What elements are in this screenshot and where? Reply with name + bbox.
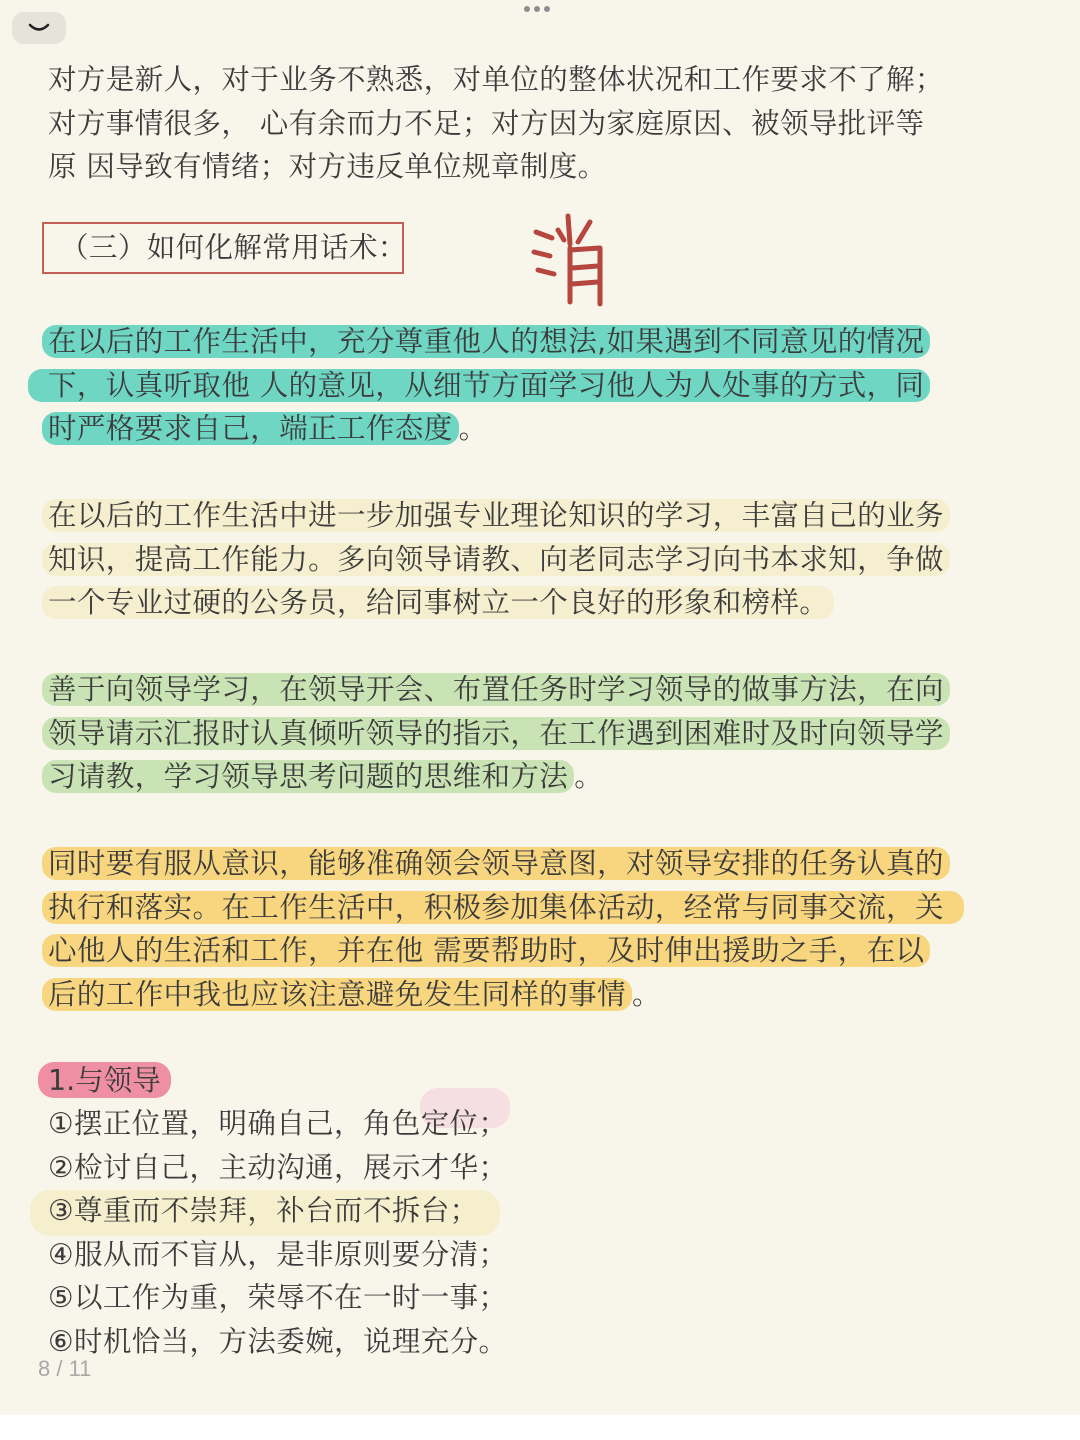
- highlighted-line: 知识，提高工作能力。多向领导请教、向老同志学习向书本求知，争做: [42, 543, 950, 576]
- list-item: ①摆正位置，明确自己，角色定位；: [48, 1107, 508, 1140]
- text-line: 对方是新人，对于业务不熟悉，对单位的整体状况和工作要求不了解；: [48, 63, 944, 96]
- section-heading: （三）如何化解常用话术：: [42, 222, 404, 274]
- list-item: ③尊重而不崇拜，补台而不拆台；: [48, 1194, 479, 1227]
- highlighted-line: 一个专业过硬的公务员，给同事树立一个良好的形象和榜样。: [42, 586, 834, 619]
- highlighted-line: 心他人的生活和工作，并在他 需要帮助时，及时伸出援助之手，在以: [42, 934, 930, 967]
- highlighted-line: 执行和落实。在工作生活中，积极参加集体活动，经常与同事交流，关: [42, 891, 964, 924]
- highlighted-line: 在以后的工作生活中，充分尊重他人的想法,如果遇到不同意见的情况: [42, 325, 930, 358]
- more-options-icon[interactable]: [524, 6, 550, 12]
- highlighted-line: 习请教，学习领导思考问题的思维和方法: [42, 760, 574, 793]
- period: 。: [632, 977, 661, 1011]
- paragraph-green: [48, 668, 1038, 799]
- collapse-button[interactable]: [12, 12, 66, 44]
- highlighted-line: 善于向领导学习，在领导开会、布置任务时学习领导的做事方法，在向: [42, 673, 950, 706]
- section-label: 1.与领导: [38, 1062, 171, 1098]
- highlighted-line: 后的工作中我也应该注意避免发生同样的事情: [42, 978, 632, 1011]
- handwritten-note: [530, 208, 610, 308]
- bottom-strip: [0, 1415, 1080, 1440]
- paragraph-teal: [48, 320, 1038, 451]
- paragraph-yellow: [48, 494, 1038, 625]
- highlighted-line: 同时要有服从意识，能够准确领会领导意图，对领导安排的任务认真的: [42, 847, 950, 880]
- highlighted-line: 领导请示汇报时认真倾听领导的指示，在工作遇到困难时及时向领导学: [42, 717, 950, 750]
- paragraph-orange: [48, 842, 1038, 1016]
- highlighted-line: 时严格要求自己，端正工作态度: [42, 412, 459, 445]
- text-line: 原 因导致有情绪；对方违反单位规章制度。: [48, 150, 607, 183]
- text-line: 对方事情很多， 心有余而力不足；对方因为家庭原因、被领导批评等: [48, 106, 925, 140]
- page-indicator: 8 / 11: [38, 1356, 92, 1381]
- list-item: ⑤以工作为重，荣辱不在一时一事；: [48, 1281, 508, 1314]
- highlighted-line: 下，认真听取他 人的意见，从细节方面学习他人为人处事的方式，同: [28, 369, 930, 402]
- period: 。: [458, 412, 488, 445]
- period: 。: [574, 760, 604, 793]
- guideline-list: [48, 1102, 1038, 1363]
- chevron-down-icon: [28, 22, 50, 34]
- list-item: ②检讨自己，主动沟通，展示才华；: [48, 1150, 508, 1184]
- list-item: ⑥时机恰当，方法委婉，说理充分。: [48, 1324, 508, 1358]
- intro-paragraph: [48, 58, 1038, 189]
- list-item: ④服从而不盲从，是非原则要分清；: [48, 1237, 508, 1271]
- highlighted-line: 在以后的工作生活中进一步加强专业理论知识的学习，丰富自己的业务: [42, 499, 950, 532]
